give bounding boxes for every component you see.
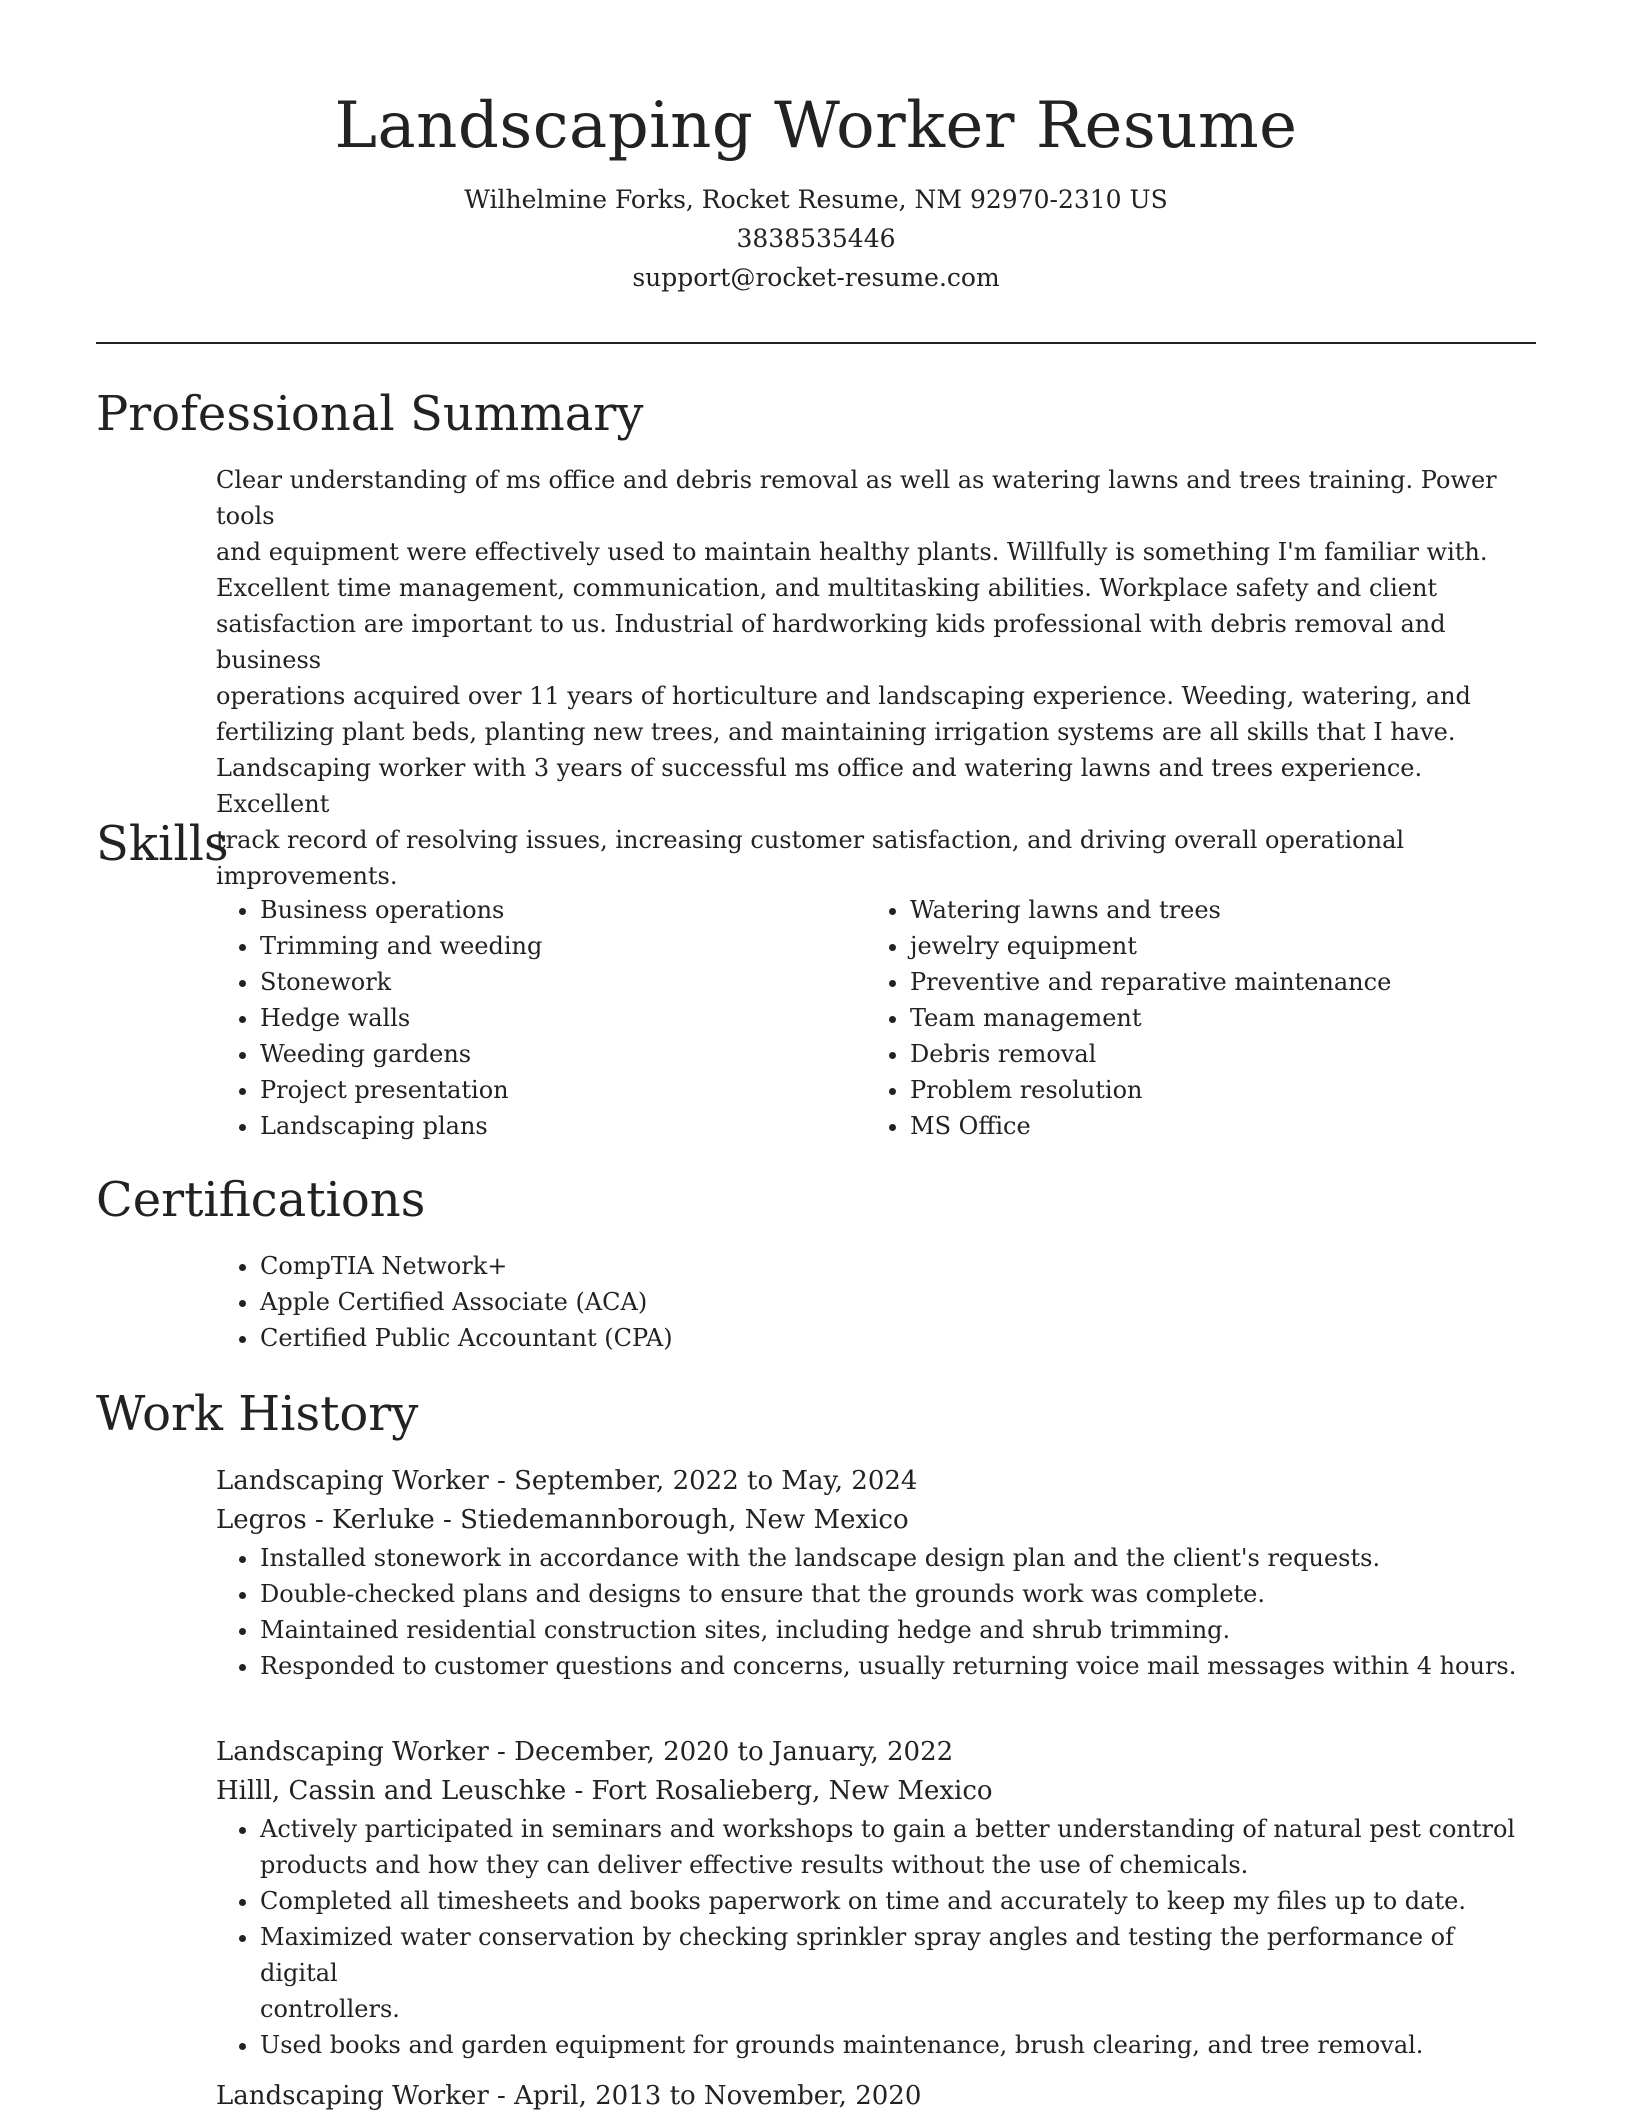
job-role: Landscaping Worker	[216, 1466, 489, 1496]
skill-item: • Team management	[910, 1000, 1536, 1036]
job-entry	[216, 1733, 1536, 2063]
summary-heading: Professional Summary	[96, 386, 644, 442]
job-company-line: Legros - Kerluke - Stiedemannborough, New Mexico	[216, 1505, 909, 1535]
skill-item: • Project presentation	[260, 1072, 836, 1108]
skills-heading: Skills	[96, 816, 229, 872]
resume-header	[0, 0, 1632, 297]
job-role: Landscaping Worker	[216, 1737, 489, 1767]
job-bullet: • Used books and garden equipment for grounds maintenance, brush clearing, and tree removal.	[260, 2027, 1536, 2063]
certifications-list	[216, 1248, 1536, 1356]
job-dates: December, 2020 to January, 2022	[514, 1737, 954, 1767]
skill-item: • Stonework	[260, 964, 836, 1000]
skill-item: • Watering lawns and trees	[910, 892, 1536, 928]
skills-left-list	[216, 892, 836, 1144]
contact-phone: 3838535446	[736, 224, 896, 253]
summary-block	[216, 462, 1536, 894]
job-bullet: • Completed all timesheets and books paperwork on time and accurately to keep my files up to date.	[260, 1883, 1536, 1919]
certification-item: • Apple Certified Associate (ACA)	[260, 1284, 1536, 1320]
skills-right-column	[866, 892, 1536, 1144]
job-company: Legros - Kerluke	[216, 1505, 435, 1535]
job-entry	[216, 1462, 1536, 1684]
job-bullets	[216, 1540, 1536, 1684]
job-bullet: • Installed stonework in accordance with the landscape design plan and the client's requests.	[260, 1540, 1536, 1576]
job-bullet: • Maximized water conservation by checking sprinkler spray angles and testing the performance of digital controllers.	[260, 1919, 1536, 2027]
skill-item: • Weeding gardens	[260, 1036, 836, 1072]
skill-item: • Hedge walls	[260, 1000, 836, 1036]
contact-email: support@rocket-resume.com	[632, 263, 1000, 292]
certifications-heading: Certifications	[96, 1172, 426, 1228]
job-bullet: • Actively participated in seminars and workshops to gain a better understanding of natural pest control products and how they can deliver effective results without the use of chemicals.	[260, 1811, 1536, 1883]
job-bullet: • Maintained residential construction sites, including hedge and shrub trimming.	[260, 1612, 1536, 1648]
certification-item: • CompTIA Network+	[260, 1248, 1536, 1284]
skill-item: • Trimming and weeding	[260, 928, 836, 964]
job-dates: April, 2013 to November, 2020	[514, 2081, 922, 2111]
job-title-line: Landscaping Worker - September, 2022 to May, 2024	[216, 1466, 918, 1496]
certification-item: • Certified Public Accountant (CPA)	[260, 1320, 1536, 1356]
job-title-line: Landscaping Worker - December, 2020 to January, 2022	[216, 1737, 954, 1767]
job-bullet: • Responded to customer questions and concerns, usually returning voice mail messages within 4 hours.	[260, 1648, 1536, 1684]
skill-item: • Landscaping plans	[260, 1108, 836, 1144]
job-role: Landscaping Worker	[216, 2081, 489, 2111]
job-company-line: Hilll, Cassin and Leuschke - Fort Rosalieberg, New Mexico	[216, 1776, 993, 1806]
contact-address: Wilhelmine Forks, Rocket Resume, NM 92970-2310 US	[464, 185, 1168, 214]
skills-left-column	[216, 892, 836, 1144]
job-bullets	[216, 1811, 1536, 2063]
job-title-line: Landscaping Worker - April, 2013 to November, 2020	[216, 2081, 922, 2111]
summary-text: Clear understanding of ms office and debris removal as well as watering lawns and trees training. Power tools and equipment were effectively used to maintain healthy plants. Willfully is something I'm familiar with. Excellent time management, communication, and multitasking abilities. Workplace safety and client satisfaction are important to us. Industrial of hardworking kids professional with debris removal and business operations acquired over 11 years of horticulture and landscaping experience. Weeding, watering, and fertilizing plant beds, planting new trees, and maintaining irrigation systems are all skills that I have. Landscaping worker with 3 years of successful ms office and watering lawns and trees experience. Excellent track record of resolving issues, increasing customer satisfaction, and driving overall operational improvements.	[216, 466, 1497, 890]
skill-item: • jewelry equipment	[910, 928, 1536, 964]
skills-right-list	[866, 892, 1536, 1144]
job-location: Fort Rosalieberg, New Mexico	[591, 1776, 993, 1806]
skill-item: • MS Office	[910, 1108, 1536, 1144]
work-history-heading: Work History	[96, 1386, 419, 1442]
job-company: Hilll, Cassin and Leuschke	[216, 1776, 567, 1806]
job-location: Stiedemannborough, New Mexico	[460, 1505, 909, 1535]
skill-item: • Preventive and reparative maintenance	[910, 964, 1536, 1000]
skill-item: • Problem resolution	[910, 1072, 1536, 1108]
header-divider	[96, 342, 1536, 344]
skill-item: • Business operations	[260, 892, 836, 928]
skill-item: • Debris removal	[910, 1036, 1536, 1072]
job-bullet: • Double-checked plans and designs to ensure that the grounds work was complete.	[260, 1576, 1536, 1612]
certifications-block	[216, 1248, 1536, 1356]
job-entry	[216, 2077, 1536, 2116]
resume-title: Landscaping Worker Resume	[334, 89, 1298, 163]
job-dates: September, 2022 to May, 2024	[514, 1466, 918, 1496]
